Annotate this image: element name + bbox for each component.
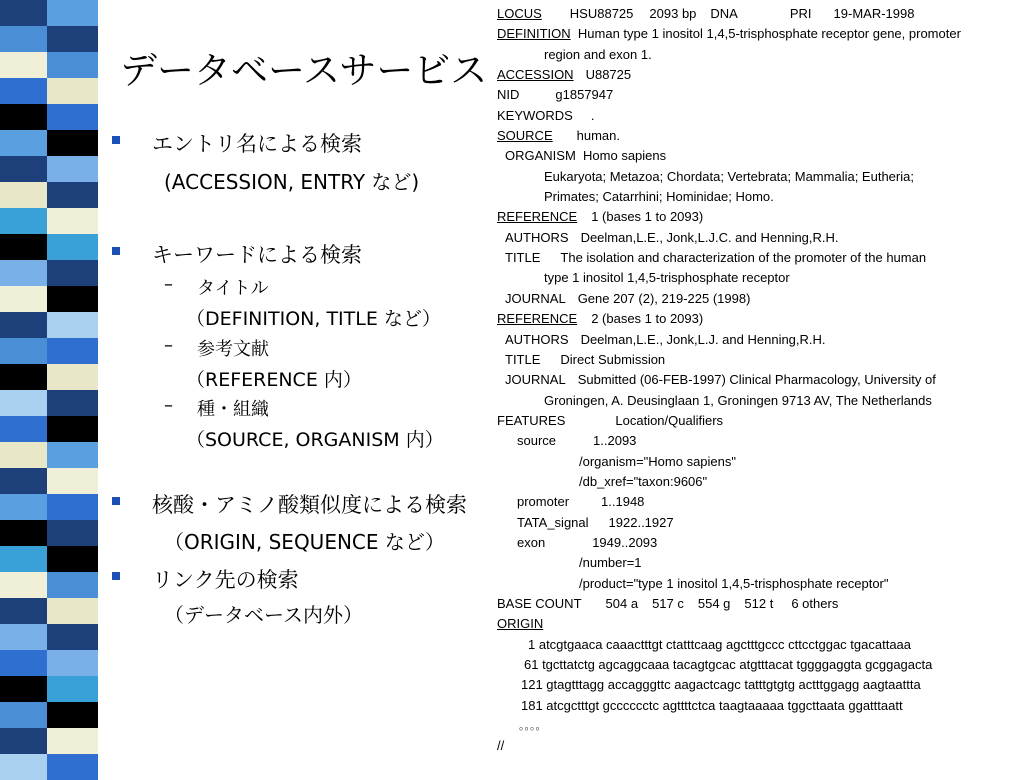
bullet-subtext: (ACCESSION, ENTRY など) bbox=[164, 170, 420, 194]
bullet-subtext: （ORIGIN, SEQUENCE など） bbox=[164, 530, 445, 554]
title-line: TITLE The isolation and characterization of the promoter of the human bbox=[505, 250, 927, 266]
definition-line: DEFINITION Human type 1 inositol 1,4,5-trisphosphate receptor gene, promoter bbox=[497, 26, 961, 42]
decorative-stripe-band bbox=[0, 0, 98, 768]
bullet-square-icon bbox=[112, 572, 120, 580]
reference-line: REFERENCE 1 (bases 1 to 2093) bbox=[497, 209, 704, 225]
qualifier-line: /product="type 1 inositol 1,4,5-trisphosphate receptor" bbox=[579, 575, 889, 591]
record-end: // bbox=[497, 738, 505, 754]
feature-line: TATA_signal 1922..1927 bbox=[517, 514, 674, 530]
slide-title: データベースサービス bbox=[120, 49, 488, 92]
title-line: TITLE Direct Submission bbox=[505, 351, 666, 367]
accession-line: ACCESSION U88725 bbox=[497, 67, 632, 83]
features-line: FEATURES Location/Qualifiers bbox=[497, 412, 724, 428]
qualifier-line: /number=1 bbox=[579, 555, 642, 571]
sequence-ellipsis: 。。。。 bbox=[519, 720, 547, 733]
bullet-square-icon bbox=[112, 247, 120, 255]
organism-line: Primates; Catarrhini; Hominidae; Homo. bbox=[544, 189, 774, 205]
bullet-subtext: （データベース内外） bbox=[164, 603, 363, 627]
sequence-line: 181 atcgctttgt gcccccctc agttttctca taagtaaaaa tggcttaata ggatttaatt bbox=[521, 697, 903, 713]
journal-line: JOURNAL Gene 207 (2), 219-225 (1998) bbox=[505, 290, 751, 306]
base-count-line: BASE COUNT 504 a 517 c 554 g 512 t 6 others bbox=[497, 595, 839, 611]
bullet-square-icon bbox=[112, 497, 120, 505]
feature-line: exon 1949..2093 bbox=[517, 534, 658, 550]
feature-line: source 1..2093 bbox=[517, 433, 637, 449]
authors-line: AUTHORS Deelman,L.E., Jonk,L.J. and Henning,R.H. bbox=[505, 331, 826, 347]
keywords-line: KEYWORDS . bbox=[497, 107, 595, 123]
organism-line: ORGANISM Homo sapiens bbox=[505, 148, 667, 164]
bullet-square-icon bbox=[112, 136, 120, 144]
title-line: type 1 inositol 1,4,5-trisphosphate receptor bbox=[544, 270, 790, 286]
journal-line: Groningen, A. Deusinglaan 1, Groningen 9713 AV, The Netherlands bbox=[544, 392, 932, 408]
origin-line: ORIGIN bbox=[497, 616, 544, 632]
journal-line: JOURNAL Submitted (06-FEB-1997) Clinical Pharmacology, University of bbox=[505, 372, 936, 388]
genbank-record bbox=[497, 4, 1021, 757]
locus-line: LOCUS HSU88725 2093 bp DNA PRI 19-MAR-1998 bbox=[497, 6, 915, 21]
source-line: SOURCE human. bbox=[497, 128, 620, 144]
reference-line: REFERENCE 2 (bases 1 to 2093) bbox=[497, 311, 704, 327]
nid-line: NID g1857947 bbox=[497, 87, 614, 103]
feature-line: promoter 1..1948 bbox=[517, 494, 645, 510]
sequence-line: 1 atcgtgaaca caaactttgt ctatttcaag agctttgccc cttcctggac tgacattaaa bbox=[528, 636, 912, 652]
sequence-line: 61 tgcttatctg agcaggcaaa tacagtgcac atgtttacat tggggaggta gcggagacta bbox=[524, 657, 933, 672]
sequence-line: 121 gtagtttagg accagggttc aagactcagc tatttgtgtg actttggagg aagtaattta bbox=[521, 677, 921, 693]
definition-line: region and exon 1. bbox=[544, 46, 652, 62]
organism-line: Eukaryota; Metazoa; Chordata; Vertebrata; Mammalia; Eutheria; bbox=[544, 168, 914, 184]
authors-line: AUTHORS Deelman,L.E., Jonk,L.J.C. and Henning,R.H. bbox=[505, 229, 839, 245]
qualifier-line: /db_xref="taxon:9606" bbox=[579, 473, 708, 489]
qualifier-line: /organism="Homo sapiens" bbox=[579, 453, 736, 469]
